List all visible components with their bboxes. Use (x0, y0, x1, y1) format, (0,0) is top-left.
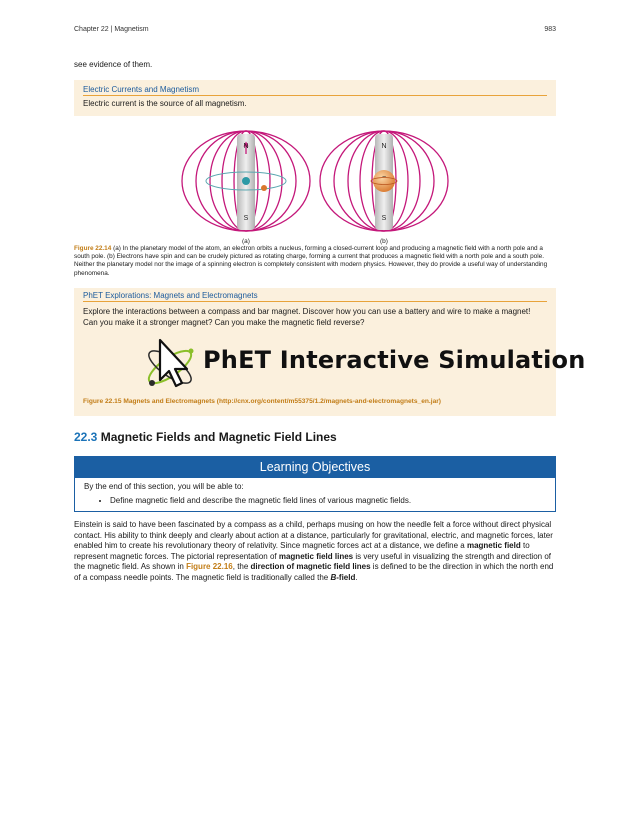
term-magnetic-field: magnetic field (466, 541, 521, 551)
figure-22-16-link[interactable]: Figure 22.16 (186, 562, 233, 572)
note-title: PhET Explorations: Magnets and Electromagnets (83, 288, 547, 302)
note-title: Electric Currents and Magnetism (83, 80, 547, 96)
term-direction-field-lines: direction of magnetic field lines (250, 562, 371, 572)
learning-objectives-intro: By the end of this section, you will be able to: (84, 482, 244, 491)
chapter-title: Chapter 22 | Magnetism (74, 26, 149, 33)
note-body: Explore the interactions between a compass and bar magnet. Discover how you can use a battery and wire to make a magnet! Can you make it a stronger magnet? Can you make the magnetic field reverse? (83, 307, 531, 327)
learning-objective-item: • Define magnetic field and describe the magnetic field lines of various magnetic fields. (110, 496, 546, 507)
phet-banner-text: PhET Interactive Simulation (203, 346, 586, 374)
note-electric-currents (74, 80, 556, 116)
learning-objectives-box (74, 456, 556, 512)
panel-a-electron (261, 185, 267, 191)
panel-b-north-label: N (381, 143, 387, 150)
body-paragraph: Einstein is said to have been fascinated by a compass as a child, perhaps musing on how the needle felt a force without direct physical contact. His ability to think deeply and clearly about action at a distance, particularly for gravitational, electric, and magnetic forces, later enabled him to create his revolutionary theory of relativity. Since magnetic forces act at a distance, we define a magnetic field to represent magnetic forces. The pictorial representation of magnetic field lines is very useful in visualizing the strength and direction of the magnetic field. As shown in Figure 22.16, the direction of magnetic field lines is defined to be the direction in which the north end of a compass needle points. The magnetic field is traditionally called the B-field. (74, 520, 554, 582)
panel-b-electron-charge: − (381, 174, 387, 181)
figure-label: Figure 22.15 (83, 398, 122, 405)
panel-b-sublabel: (b) (380, 238, 388, 245)
panel-a-nucleus (242, 177, 250, 185)
figure-link[interactable]: Magnets and Electromagnets (http://cnx.org/content/m55375/1.2/magnets-and-electromagnets_en.jar) (123, 398, 442, 405)
term-b-letter: B (330, 572, 337, 582)
intro-text: see evidence of them. (74, 60, 153, 69)
figure-22-14-caption (74, 245, 556, 278)
phet-cursor-icon (143, 336, 201, 394)
term-b-field: -field (336, 572, 356, 582)
phet-banner[interactable] (143, 336, 586, 394)
panel-b-south-label: S (381, 215, 387, 222)
page-number: 983 (544, 26, 556, 33)
panel-a-south-label: S (243, 215, 249, 222)
section-title-text: Magnetic Fields and Magnetic Field Lines (97, 430, 337, 444)
figure-caption-text: (a) In the planetary model of the atom, an electron orbits a nucleus, forming a closed-current loop and producing a magnetic field with a north pole and a south pole. (b) Electrons have spin and can be crudely pictured as rotating charge, forming a current that produces a magnetic field with a north pole and a south pole. Neither the planetary model nor the image of a spinning electron is completely consistent with modern physics. However, they do provide a useful way of understanding phenomena. (74, 245, 548, 277)
section-title (74, 430, 337, 444)
figure-label: Figure 22.14 (74, 245, 112, 252)
section-number: 22.3 (74, 430, 98, 444)
term-magnetic-field-lines: magnetic field lines (278, 551, 354, 561)
panel-a-sublabel: (a) (242, 238, 250, 245)
figure-22-14-illustration (172, 124, 464, 246)
figure-22-15-caption[interactable] (83, 398, 441, 405)
learning-objectives-list (84, 496, 546, 507)
panel-a-north-label: N (243, 143, 249, 150)
note-body: Electric current is the source of all magnetism. (83, 99, 247, 108)
learning-objectives-heading: Learning Objectives (75, 457, 555, 478)
